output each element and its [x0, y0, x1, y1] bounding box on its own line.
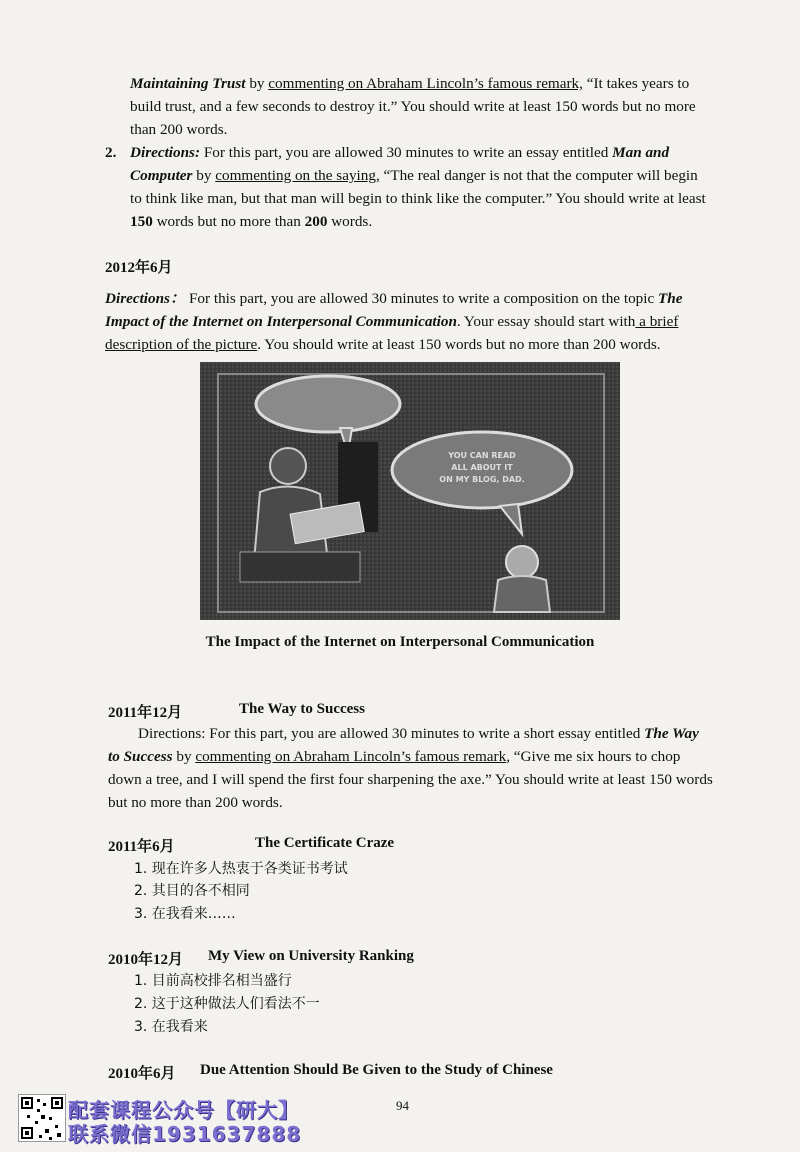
list-item: 3. 在我看来…… [134, 906, 236, 922]
bubble-text-1: YOU CAN READ [448, 451, 516, 460]
child-head [506, 546, 538, 578]
heading-2011-12: 2011年12月 [108, 705, 183, 721]
item2-number: 2. [105, 144, 117, 161]
qr-code-icon [18, 1094, 66, 1142]
underlined-phrase: a brief description of the picture [105, 313, 679, 353]
cartoon-image [200, 362, 620, 620]
underlined-phrase: commenting on the saying, [215, 167, 380, 184]
text: . Your essay should start with [456, 313, 636, 330]
child-body [494, 576, 550, 612]
heading-2010-6: 2010年6月 [108, 1066, 176, 1082]
topic-title-certificate-craze: The Certificate Craze [255, 835, 395, 851]
item1-continuation [130, 72, 712, 141]
text-by: by [245, 75, 269, 92]
item2-text2: “The real danger is not that the computer will begin to think like man, but that man will begin to think like the computer.” You should write at least [130, 167, 706, 207]
promo-line-1: 配套课程公众号【研大】 [68, 1098, 299, 1122]
underlined-phrase: commenting on Abraham Lincoln’s famous remark [195, 748, 507, 765]
list-item: 2. 这于这种做法人们看法不一 [134, 996, 320, 1012]
item2-text1: For this part, you are allowed 30 minutes to write an essay entitled [200, 144, 613, 161]
heading-2011-6: 2011年6月 [108, 839, 175, 855]
quote-text: “It takes years to build trust, and a few seconds to destroy it.” You should write at least 150 words but no more than 200 words. [130, 75, 696, 138]
underlined-phrase: commenting on Abraham Lincoln’s famous remark, [268, 75, 583, 92]
figure-caption: The Impact of the Internet on Interpersonal Communication [205, 634, 595, 650]
directions-label: Directions: [130, 144, 201, 161]
heading-2010-12: 2010年12月 [108, 952, 184, 968]
promo-line-2: 联系微信1931637888 [68, 1122, 302, 1146]
page-number: 94 [396, 1098, 409, 1113]
min-words: 150 [130, 213, 153, 230]
heading-2012-6: 2012年6月 [105, 260, 173, 276]
text: For this part, you are allowed 30 minutes to write a composition on the topic [185, 290, 659, 307]
bubble-text-3: ON MY BLOG, DAD. [439, 475, 525, 484]
text: Directions: For this part, you are allowed 30 minutes to write a short essay entitled [138, 725, 645, 742]
item2-paragraph [130, 141, 712, 233]
directions-label: Directions： [105, 290, 186, 307]
item2-text4: words. [327, 213, 373, 230]
directions-2012-6 [105, 287, 713, 356]
max-words: 200 [304, 213, 328, 230]
directions-2011-12 [108, 722, 714, 814]
essay-title-man-and-computer: Man and Computer [130, 144, 670, 184]
text: . You should write at least 150 words but no more than 200 words. [257, 336, 661, 353]
text-by: by [192, 167, 216, 184]
speech-bubble-left [256, 376, 400, 432]
text: , “Give me six hours to chop down a tree, and I will spend the first four sharpening the axe.” You should write at least 150 words but no more than 200 words. [108, 748, 713, 811]
list-item: 1. 目前高校排名相当盛行 [134, 973, 292, 989]
chair [240, 552, 360, 582]
topic-title-university-ranking: My View on University Ranking [208, 948, 414, 964]
text: by [172, 748, 196, 765]
essay-title: The Way to Success [108, 725, 699, 765]
item2-text3: words but no more than [152, 213, 305, 230]
list-item: 2. 其目的各不相同 [134, 883, 250, 899]
father-head [270, 448, 306, 484]
topic-title-way-to-success: The Way to Success [239, 701, 365, 717]
list-item: 1. 现在许多人热衷于各类证书考试 [134, 861, 348, 877]
cartoon-drawing [200, 362, 620, 620]
essay-title-maintaining-trust: Maintaining Trust [130, 75, 246, 92]
bubble-text-2: ALL ABOUT IT [451, 463, 513, 472]
essay-topic: The Impact of the Internet on Interpersonal Communication [105, 290, 683, 330]
topic-title-study-of-chinese: Due Attention Should Be Given to the Study of Chinese [200, 1062, 553, 1078]
list-item: 3. 在我看来 [134, 1019, 208, 1035]
